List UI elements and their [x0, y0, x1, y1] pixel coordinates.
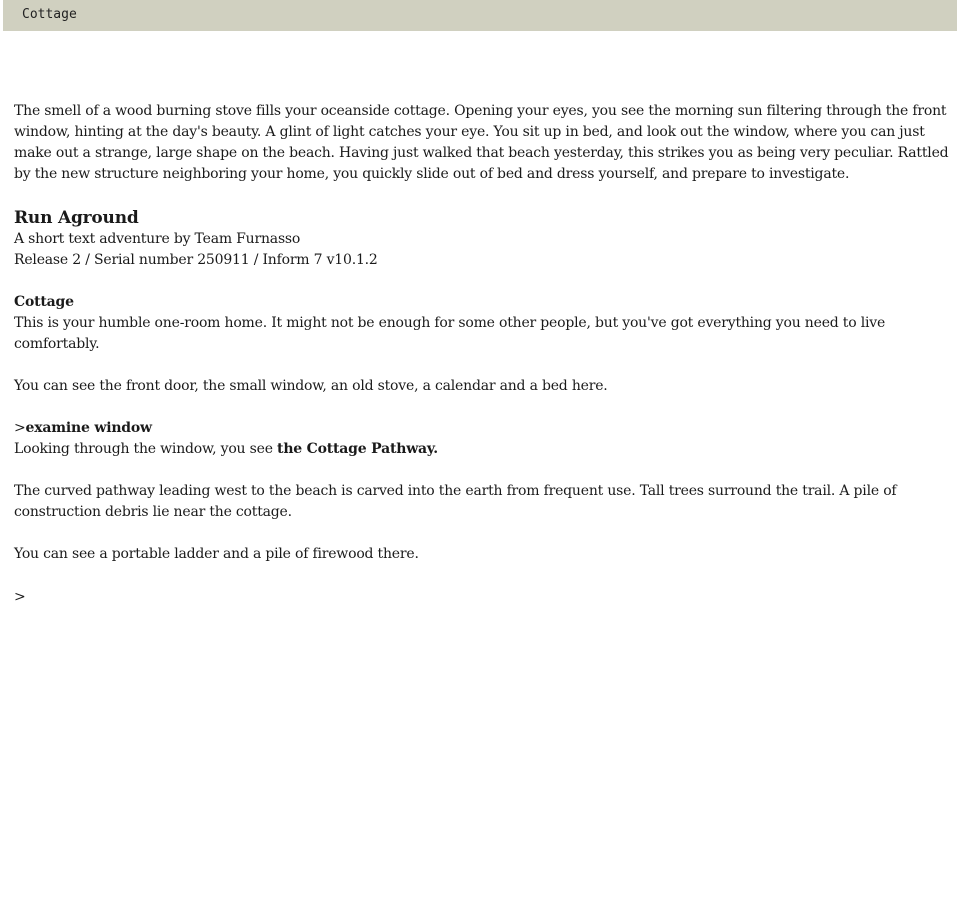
response-place: the Cottage Pathway.: [277, 441, 438, 457]
game-banner: [14, 206, 954, 271]
status-bar: [3, 0, 957, 31]
room-name: Cottage: [14, 294, 74, 310]
command-prompt: >: [14, 420, 26, 436]
status-location: Cottage: [22, 7, 77, 22]
response-items: You can see a portable ladder and a pile of firewood there.: [14, 546, 419, 562]
command-input-row: [14, 586, 954, 607]
game-transcript: [14, 101, 954, 607]
command-input[interactable]: [24, 586, 924, 607]
command-line: [14, 418, 954, 439]
game-title: Run Aground: [14, 208, 139, 228]
response-description: The curved pathway leading west to the beach is carved into the earth from frequent use. Tall trees surround the trail. A pile of construction debris lie near the cottage.: [14, 483, 897, 520]
response-lead: Looking through the window, you see: [14, 441, 278, 457]
room-block: [14, 292, 954, 355]
input-prompt: >: [14, 589, 26, 605]
command-echo: [14, 418, 954, 460]
game-release-info: Release 2 / Serial number 250911 / Inform 7 v10.1.2: [14, 252, 378, 268]
response-lead-line: [14, 439, 954, 460]
room-items: You can see the front door, the small window, an old stove, a calendar and a bed here.: [14, 378, 608, 394]
room-description: This is your humble one-room home. It might not be enough for some other people, but you've got everything you need to live comfortably.: [14, 315, 886, 352]
intro-text: The smell of a wood burning stove fills your oceanside cottage. Opening your eyes, you see the morning sun filtering through the front window, hinting at the day's beauty. A glint of light catches your eye. You sit up in bed, and look out the window, where you can just make out a strange, large shape on the beach. Having just walked that beach yesterday, this strikes you as being very peculiar. Rattled by the new structure neighboring your home, you quickly slide out of bed and dress yourself, and prepare to investigate.: [14, 103, 949, 182]
command-text: examine window: [25, 420, 152, 436]
game-byline: A short text adventure by Team Furnasso: [14, 231, 301, 247]
